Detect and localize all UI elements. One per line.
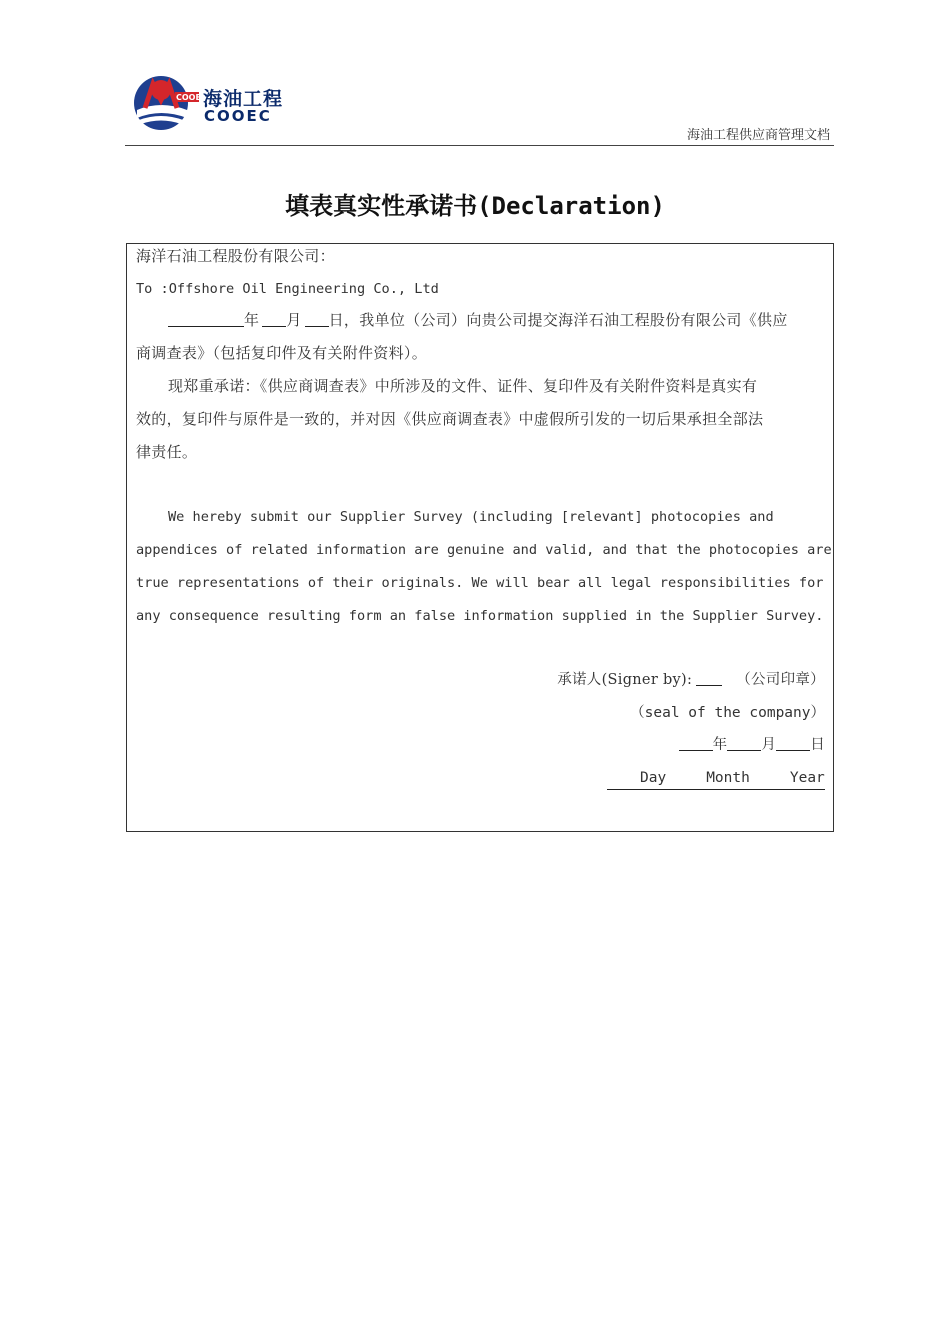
addressee-chinese: 海洋石油工程股份有限公司： bbox=[136, 247, 335, 265]
promise-en-line4: any consequence resulting form an false information supplied in the Supplier Survey. bbox=[136, 608, 824, 624]
promise-cn-line3: 律责任。 bbox=[136, 443, 198, 461]
year-blank[interactable] bbox=[168, 312, 244, 327]
promise-en-line3: true representations of their originals. We will bear all legal responsibilities for bbox=[136, 575, 824, 591]
month-unit: 月 bbox=[286, 311, 302, 329]
signer-blank[interactable] bbox=[696, 671, 722, 686]
company-seal-cn: （公司印章） bbox=[736, 672, 825, 688]
year-unit: 年 bbox=[244, 311, 260, 329]
day-label: Day bbox=[640, 770, 667, 786]
date-day-blank[interactable] bbox=[776, 736, 810, 751]
date-month-blank[interactable] bbox=[727, 736, 761, 751]
document-category-label: 海油工程供应商管理文档 bbox=[686, 128, 830, 143]
signer-label: 承诺人(Signer by): bbox=[557, 672, 693, 688]
date-line bbox=[679, 735, 825, 755]
submission-text: 日，我单位（公司）向贵公司提交海洋石油工程股份有限公司《供应 bbox=[328, 311, 788, 329]
header-divider bbox=[125, 145, 834, 146]
promise-cn-line1: 现郑重承诺：《供应商调查表》中所涉及的文件、证件、复印件及有关附件资料是真实有 bbox=[168, 377, 758, 395]
company-logo bbox=[133, 70, 293, 136]
promise-cn-line2: 效的，复印件与原件是一致的，并对因《供应商调查表》中虚假所引发的一切后果承担全部法 bbox=[136, 410, 764, 428]
logo-mark-text: COOEC bbox=[176, 93, 207, 102]
year-label: Year bbox=[789, 770, 825, 786]
date-day-unit: 日 bbox=[810, 737, 825, 753]
date-year-blank[interactable] bbox=[679, 736, 713, 751]
promise-en-line1: We hereby submit our Supplier Survey (including [relevant] photocopies and bbox=[168, 509, 774, 525]
date-labels bbox=[607, 768, 825, 790]
logo-english-text: COOEC bbox=[204, 107, 272, 125]
company-seal-en: （seal of the company） bbox=[630, 705, 825, 721]
month-label: Month bbox=[706, 770, 750, 786]
day-blank[interactable] bbox=[305, 312, 329, 327]
promise-en-line2: appendices of related information are genuine and valid, and that the photocopies are bbox=[136, 542, 832, 558]
date-year-unit: 年 bbox=[712, 737, 728, 753]
addressee-english: To :Offshore Oil Engineering Co., Ltd bbox=[136, 281, 439, 297]
date-month-unit: 月 bbox=[761, 737, 777, 753]
page-title: 填表真实性承诺书(Declaration) bbox=[285, 192, 665, 220]
submission-statement-line2: 商调查表》（包括复印件及有关附件资料）。 bbox=[136, 344, 428, 362]
signer-line bbox=[557, 670, 825, 690]
cooec-emblem-icon bbox=[133, 70, 207, 136]
declaration-box bbox=[126, 243, 834, 832]
submission-statement bbox=[168, 310, 788, 330]
month-blank[interactable] bbox=[262, 312, 286, 327]
logo-chinese-text: 海油工程 bbox=[203, 88, 284, 110]
